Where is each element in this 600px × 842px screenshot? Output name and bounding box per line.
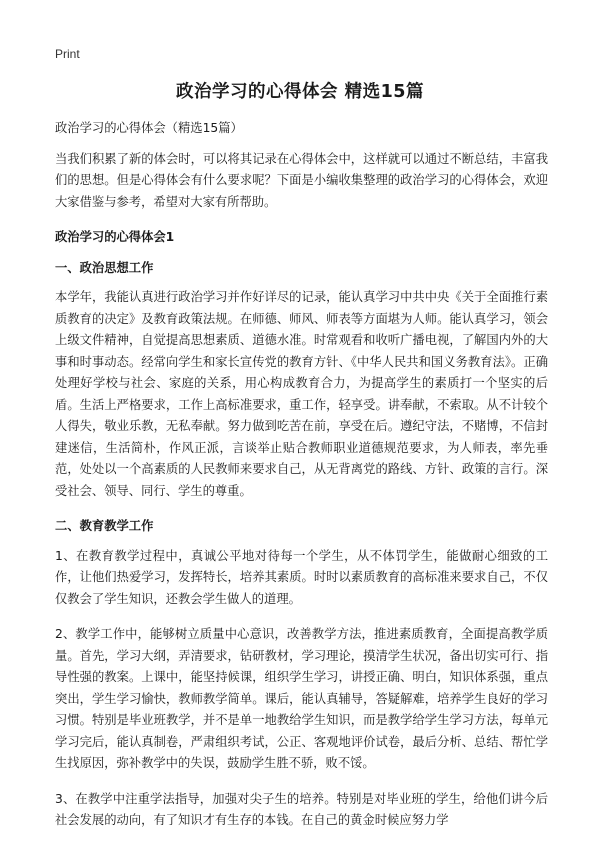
document-subtitle: 政治学习的心得体会（精选15篇） <box>55 121 243 135</box>
teaching-paragraph-2: 2、教学工作中，能够树立质量中心意识，改善教学方法，推进素质教育，全面提高教学质量。首先，学习大纲，弄清要求，钻研教材，学习理论，摸清学生状况，备出切实可行、指导性强的教案。上课中，能坚持候课，组织学生学习，讲授正确、明白，知识体系强，重点突出，学生学习愉快，教师教学简单。课后，能认真辅导，答疑解难，培养学生良好的学习习惯。特别是毕业班教学，并不是单一地教给学生知识，而是教学给学生学习方法，每单元学习完后，能认真制卷，严肃组织考试，公正、客观地评价试卷，最后分析、总结、帮忙学生找原因，弥补教学中的失误，鼓励学生胜不骄，败不馁。 <box>55 627 548 770</box>
teaching-paragraph-1: 1、在教育教学过程中，真诚公平地对待每一个学生，从不体罚学生，能做耐心细致的工作，让他们热爱学习，发挥特长，培养其素质。时时以素质教育的高标准来要求自己，不仅仅教会了学生知识，还教会学生做人的道理。 <box>55 548 548 606</box>
section-heading-political: 一、政治思想工作 <box>55 260 154 275</box>
essay-heading: 政治学习的心得体会1 <box>55 230 175 244</box>
document-title: 政治学习的心得体会 精选15篇 <box>176 82 424 102</box>
teaching-paragraph-3: 3、在教学中注重学法指导，加强对尖子生的培养。特别是对毕业班的学生，给他们讲今后社会发展的动向，有了知识才有生存的本钱。在自己的黄金时候应努力学 <box>55 791 548 827</box>
document-body <box>55 118 548 842</box>
political-work-paragraph: 本学年，我能认真进行政治学习并作好详尽的记录，能认真学习中共中央《关于全面推行素质教育的决定》及教育政策法规。在师德、师风、师表等方面堪为人师。能认真学习，领会上级文件精神，自觉提高思想素质、道德水准。时常观看和收听广播电视，了解国内外的大事和时事动态。经常向学生和家长宣传党的教育方针、《中华人民共和国义务教育法》。正确处理好学校与社会、家庭的关系，用心构成教育合力，为提高学生的素质打一个坚实的后盾。生活上严格要求，工作上高标准要求，重工作，轻享受。讲奉献，不索取。从不计较个人得失，敬业乐教，无私奉献。努力做到吃苦在前，享受在后。遵纪守法，不赌博，不信封建迷信，生活简朴，作风正派，言谈举止贴合教师职业道德规范要求，为人师表，率先垂范，处处以一个高素质的人民教师来要求自己，从无背离党的路线、方针、政策的言行。深受社会、领导、同行、学生的尊重。 <box>55 290 548 498</box>
intro-paragraph: 当我们积累了新的体会时，可以将其记录在心得体会中，这样就可以通过不断总结，丰富我们的思想。但是心得体会有什么要求呢？下面是小编收集整理的政治学习的心得体会，欢迎大家借鉴与参考，希望对大家有所帮助。 <box>55 151 548 209</box>
print-link[interactable]: Print <box>55 47 80 61</box>
section-heading-teaching: 二、教育教学工作 <box>55 519 154 533</box>
